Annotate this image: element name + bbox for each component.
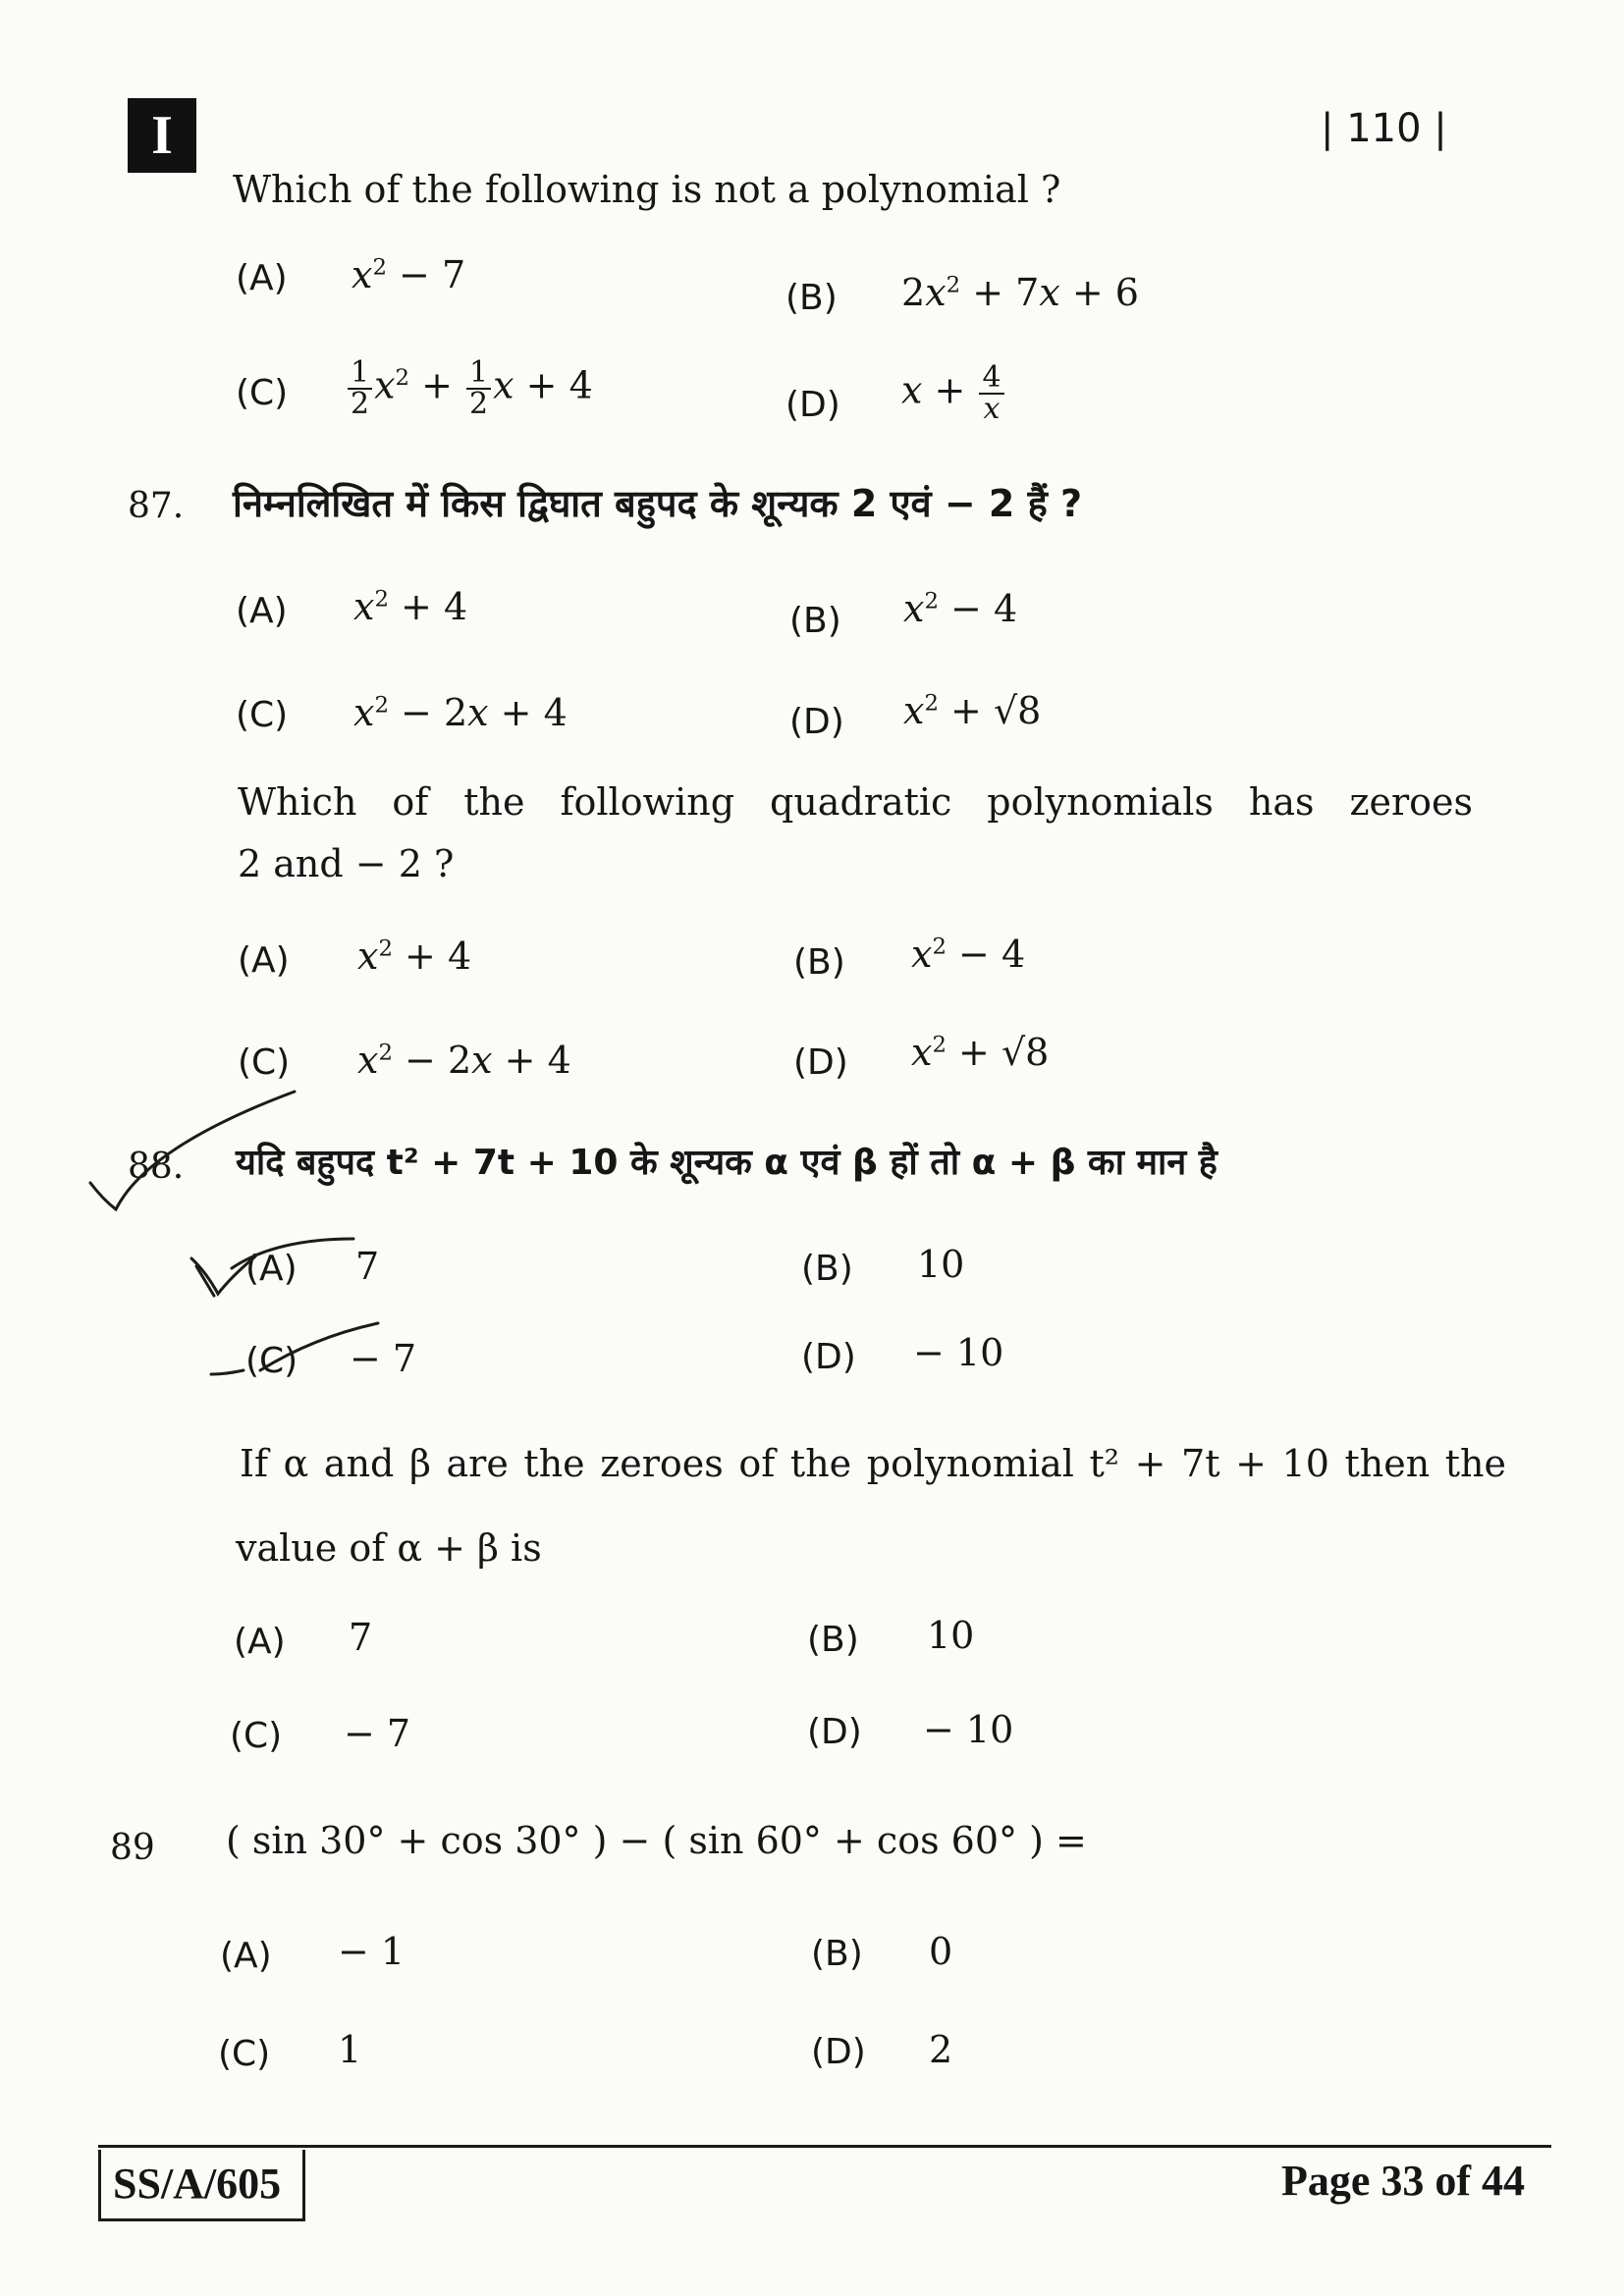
q89-option-c-letter: (C) xyxy=(218,2034,271,2074)
q88-hi-option-c-letter: (C) xyxy=(245,1341,298,1381)
q89-option-d-letter: (D) xyxy=(811,2032,866,2072)
q88-hi-option-c-expr: − 7 xyxy=(350,1337,417,1380)
q86-option-a-expr: $x^2 - 7$ xyxy=(352,253,466,296)
question-88-number: 88. xyxy=(128,1147,185,1187)
paper-code: SS/A/605 xyxy=(98,2150,305,2221)
question-89-number: 89 xyxy=(110,1828,155,1868)
q88-en-option-c-letter: (C) xyxy=(230,1716,283,1756)
q87-hi-option-a-letter: (A) xyxy=(236,591,288,631)
question-88-english-line1: If α and β are the zeroes of the polynomial t² + 7t + 10 then the xyxy=(240,1442,1506,1485)
q87-hi-option-b-expr: $x^2 - 4$ xyxy=(903,587,1018,630)
q86-option-b-letter: (B) xyxy=(785,278,838,318)
question-87-english-line2: 2 and − 2 ? xyxy=(238,842,455,885)
q86-option-c-expr: $\frac{1}{2}$ $x^2$ + $\frac{1}{2}$ x + 4 xyxy=(346,358,593,419)
q87-hi-option-c-expr: $x^2 - 2x + 4$ xyxy=(353,691,568,734)
q87-en-option-a-letter: (A) xyxy=(238,940,290,981)
q87-hi-option-a-expr: $x^2 + 4$ xyxy=(353,585,468,628)
q88-hi-option-d-letter: (D) xyxy=(801,1337,856,1377)
q87-hi-option-b-letter: (B) xyxy=(789,601,841,641)
q88-hi-option-a-letter: (A) xyxy=(245,1249,298,1289)
q88-hi-option-a-expr: 7 xyxy=(355,1245,380,1288)
page-number: Page 33 of 44 xyxy=(1281,2157,1526,2205)
q89-option-a-expr: − 1 xyxy=(338,1930,406,1973)
q87-en-option-b-letter: (B) xyxy=(793,942,845,983)
q86-option-c-letter: (C) xyxy=(236,373,289,413)
q88-en-option-b-expr: 10 xyxy=(927,1614,975,1657)
q88-hi-option-b-letter: (B) xyxy=(801,1249,853,1289)
question-87-english-line1: Which of the following quadratic polynomials has zeroes xyxy=(238,780,1473,824)
q88-en-option-c-expr: − 7 xyxy=(344,1712,411,1755)
q88-hi-option-d-expr: − 10 xyxy=(913,1331,1004,1374)
q89-option-a-letter: (A) xyxy=(220,1936,272,1976)
q87-en-option-c-expr: $x^2 - 2x + 4$ xyxy=(357,1039,571,1082)
question-86-text: Which of the following is not a polynomial ? xyxy=(233,168,1061,211)
question-87-hindi-text: निम्नलिखित में किस द्विघात बहुपद के शून्यक 2 एवं − 2 हैं ? xyxy=(233,482,1083,525)
q89-option-b-letter: (B) xyxy=(811,1934,863,1974)
q86-option-b-expr: $2x^2 + 7x + 6$ xyxy=(901,271,1139,314)
q87-en-option-a-expr: $x^2 + 4$ xyxy=(357,934,472,978)
q87-en-option-c-letter: (C) xyxy=(238,1042,291,1083)
q86-option-a-letter: (A) xyxy=(236,258,288,298)
q87-en-option-d-expr: $x^2 + √8$ xyxy=(911,1031,1050,1074)
set-badge: I xyxy=(128,98,196,173)
q89-option-b-expr: 0 xyxy=(929,1930,953,1973)
q86-option-d-letter: (D) xyxy=(785,385,840,425)
q87-hi-option-c-letter: (C) xyxy=(236,695,289,735)
q86-option-d-expr: x + $\frac{4}{x}$ xyxy=(901,363,1006,424)
q88-en-option-d-expr: − 10 xyxy=(923,1708,1014,1751)
q88-en-option-b-letter: (B) xyxy=(807,1620,859,1660)
footer-rule xyxy=(98,2145,1551,2148)
question-88-hindi-text: यदि बहुपद t² + 7t + 10 के शून्यक α एवं β हों तो α + β का मान है xyxy=(236,1143,1218,1183)
question-88-english-line2: value of α + β is xyxy=(236,1526,542,1570)
q87-hi-option-d-letter: (D) xyxy=(789,702,844,742)
page-code: | 110 | xyxy=(1321,106,1447,151)
q88-en-option-a-letter: (A) xyxy=(234,1622,286,1662)
q88-en-option-a-expr: 7 xyxy=(349,1616,373,1659)
q87-hi-option-d-expr: $x^2 + √8$ xyxy=(903,689,1042,732)
q88-en-option-d-letter: (D) xyxy=(807,1712,862,1752)
q87-en-option-d-letter: (D) xyxy=(793,1042,848,1083)
q88-hi-option-b-expr: 10 xyxy=(917,1243,965,1286)
q89-option-c-expr: 1 xyxy=(338,2028,362,2071)
q89-option-d-expr: 2 xyxy=(929,2028,953,2071)
q87-en-option-b-expr: $x^2 - 4$ xyxy=(911,933,1026,976)
question-89-text: ( sin 30° + cos 30° ) − ( sin 60° + cos 60° ) = xyxy=(226,1819,1087,1862)
question-87-number: 87. xyxy=(128,486,185,526)
